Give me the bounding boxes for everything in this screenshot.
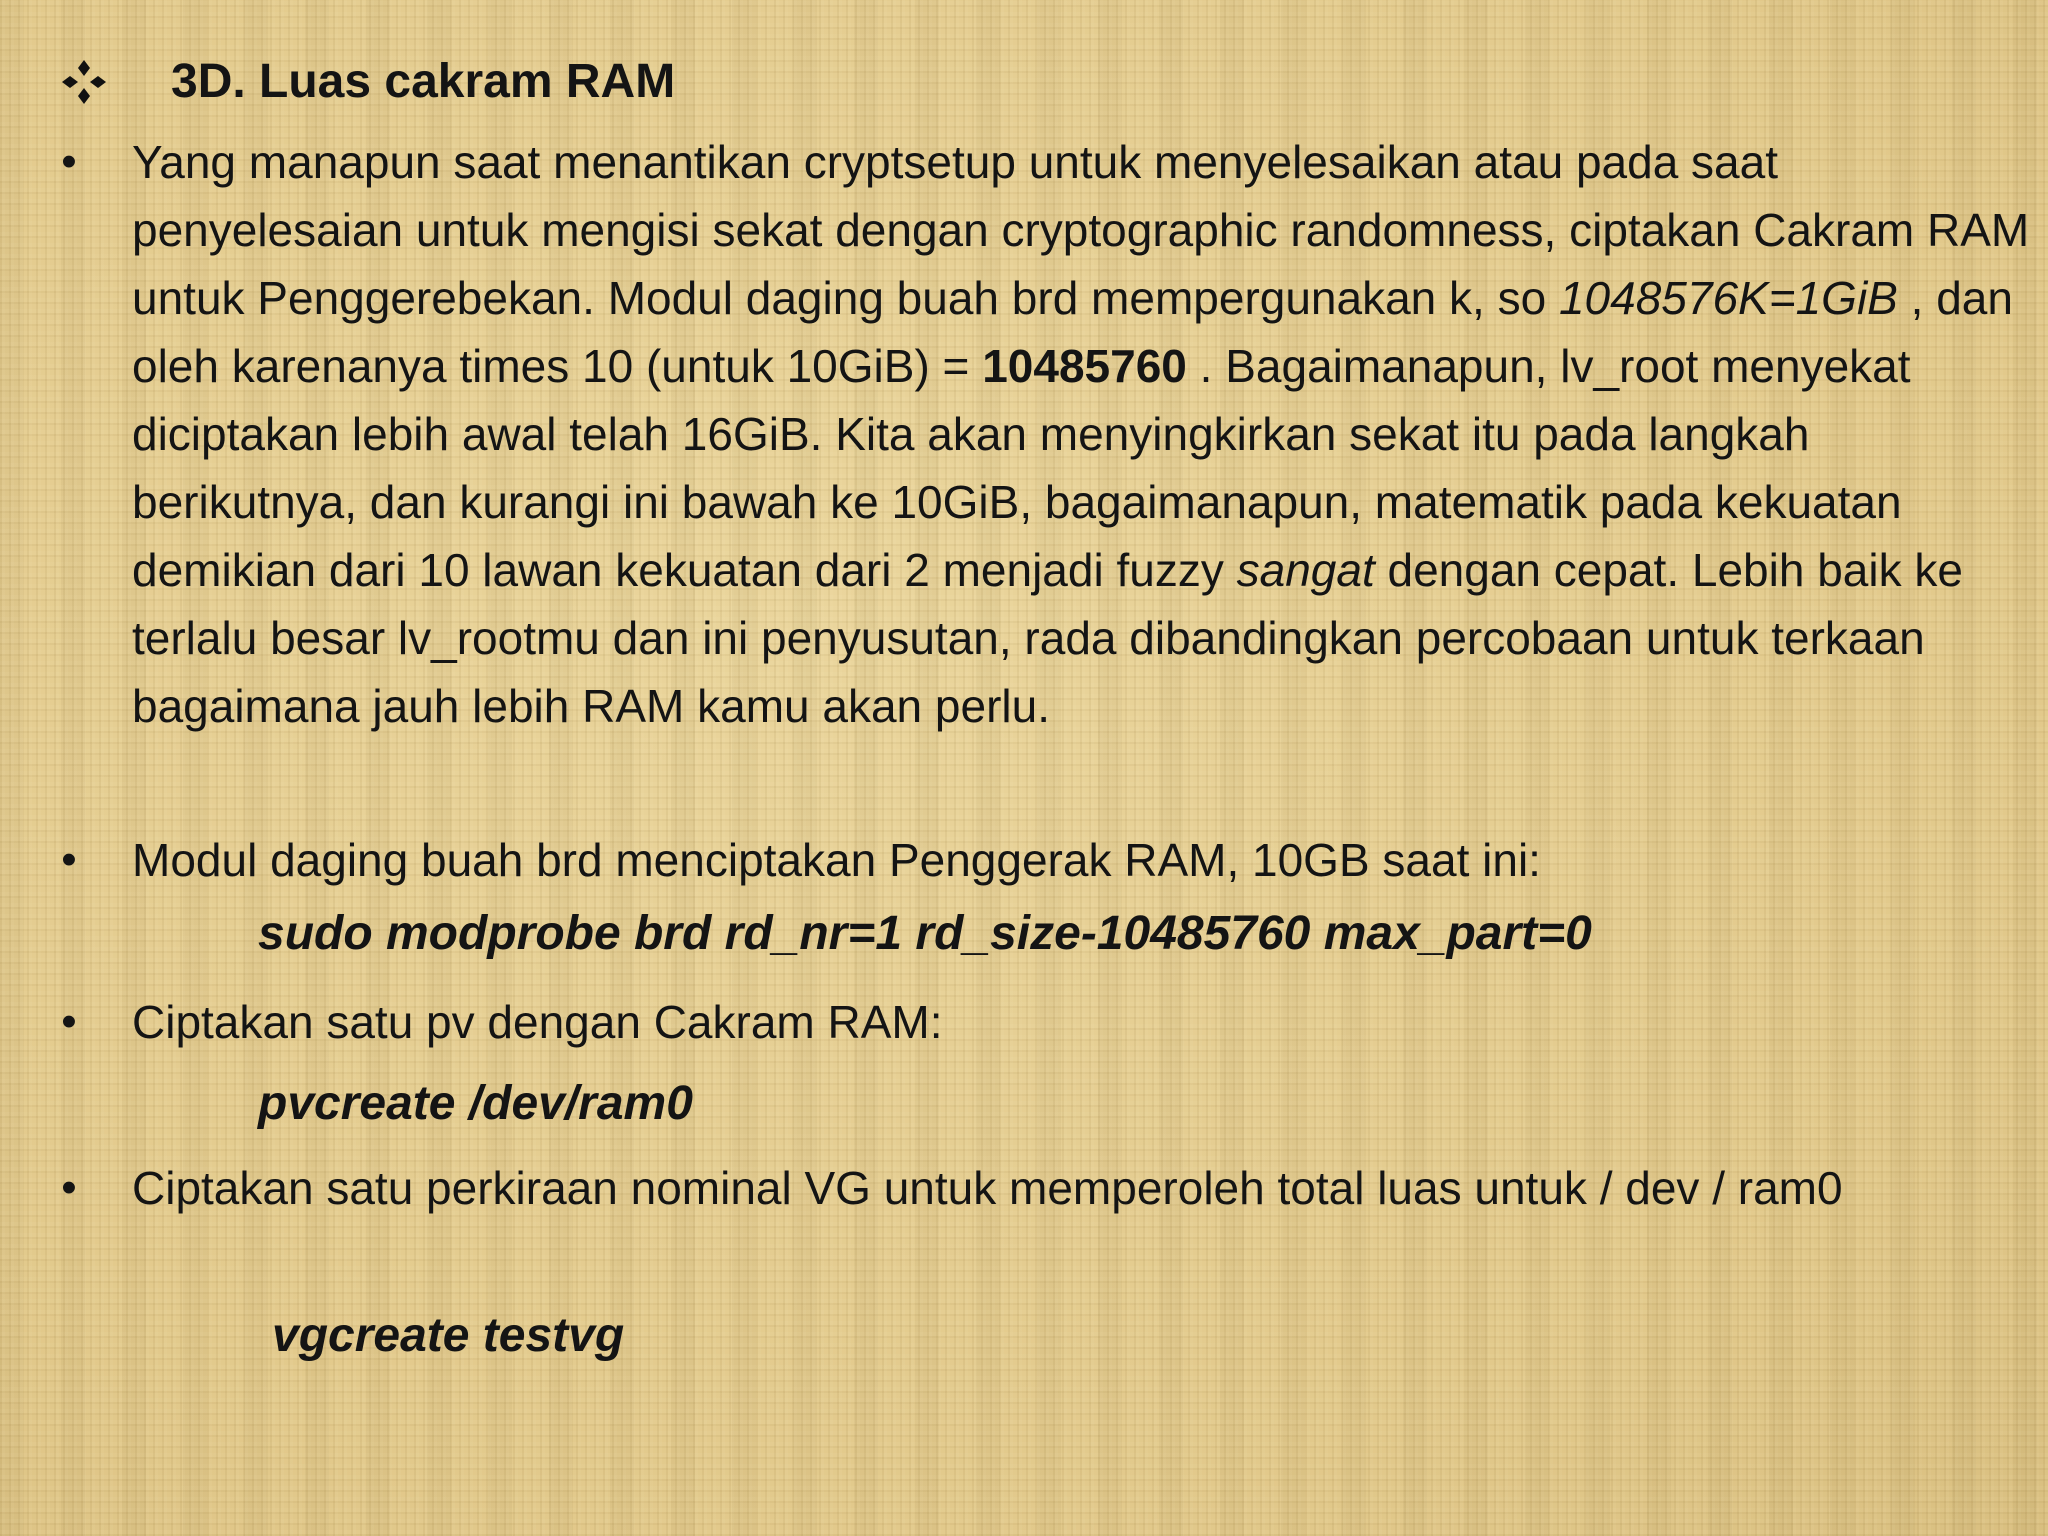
italic-formula: 1048576K=1GiB (1558, 272, 1898, 324)
text-segment: , dan oleh karenanya times 10 (untuk 10GiB) = (132, 272, 2013, 392)
text-segment: . Bagaimanapun, lv_root menyekat diciptakan lebih awal telah 16GiB. Kita akan menyingkirkan sekat itu pada langkah berikutnya, dan kurangi ini bawah ke 10GiB, bagaimanapun, matematik pada kekuatan demikian dari 10 lawan kekuatan dari 2 menjadi fuzzy (132, 340, 1911, 596)
bold-value: 10485760 (982, 340, 1187, 392)
diamond-bullet-icon (58, 56, 110, 108)
command-modprobe: sudo modprobe brd rd_nr=1 rd_size-10485760 max_part=0 (258, 907, 1592, 960)
text-segment: dengan cepat. Lebih baik ke terlalu besar lv_rootmu dan ini penyusutan, rada dibandingkan percobaan untuk terkaan bagaimana jauh lebih RAM kamu akan perlu. (132, 544, 1963, 732)
bullet-paragraph (132, 128, 2032, 740)
bullet-item-vgcreate (54, 1154, 2014, 1222)
bullet-dot: • (61, 137, 77, 186)
bullet-item-pvcreate (54, 988, 2014, 1056)
bullet-text: Ciptakan satu pv dengan Cakram RAM: (132, 996, 943, 1048)
text-segment: Yang manapun saat menantikan cryptsetup untuk menyelesaikan atau pada saat penyelesaian untuk mengisi sekat dengan cryptographic randomness, ciptakan Cakram RAM untuk Penggerebekan. Modul daging buah brd mempergunakan k, so (132, 136, 2030, 324)
slide-heading (58, 50, 676, 114)
bullet-dot: • (61, 997, 77, 1046)
bullet-dot: • (61, 1163, 77, 1212)
command-vgcreate: vgcreate testvg (272, 1309, 625, 1362)
bullet-dot: • (61, 835, 77, 884)
bullet-item-modprobe (54, 826, 2014, 894)
italic-word: sangat (1236, 544, 1375, 596)
page-title: 3D. Luas cakram RAM (171, 55, 676, 108)
command-pvcreate: pvcreate /dev/ram0 (258, 1077, 693, 1130)
bullet-item-ram-disk-explanation (54, 128, 2030, 740)
bullet-text: Ciptakan satu perkiraan nominal VG untuk memperoleh total luas untuk / dev / ram0 (132, 1162, 1843, 1214)
bullet-text: Modul daging buah brd menciptakan Penggerak RAM, 10GB saat ini: (132, 834, 1541, 886)
